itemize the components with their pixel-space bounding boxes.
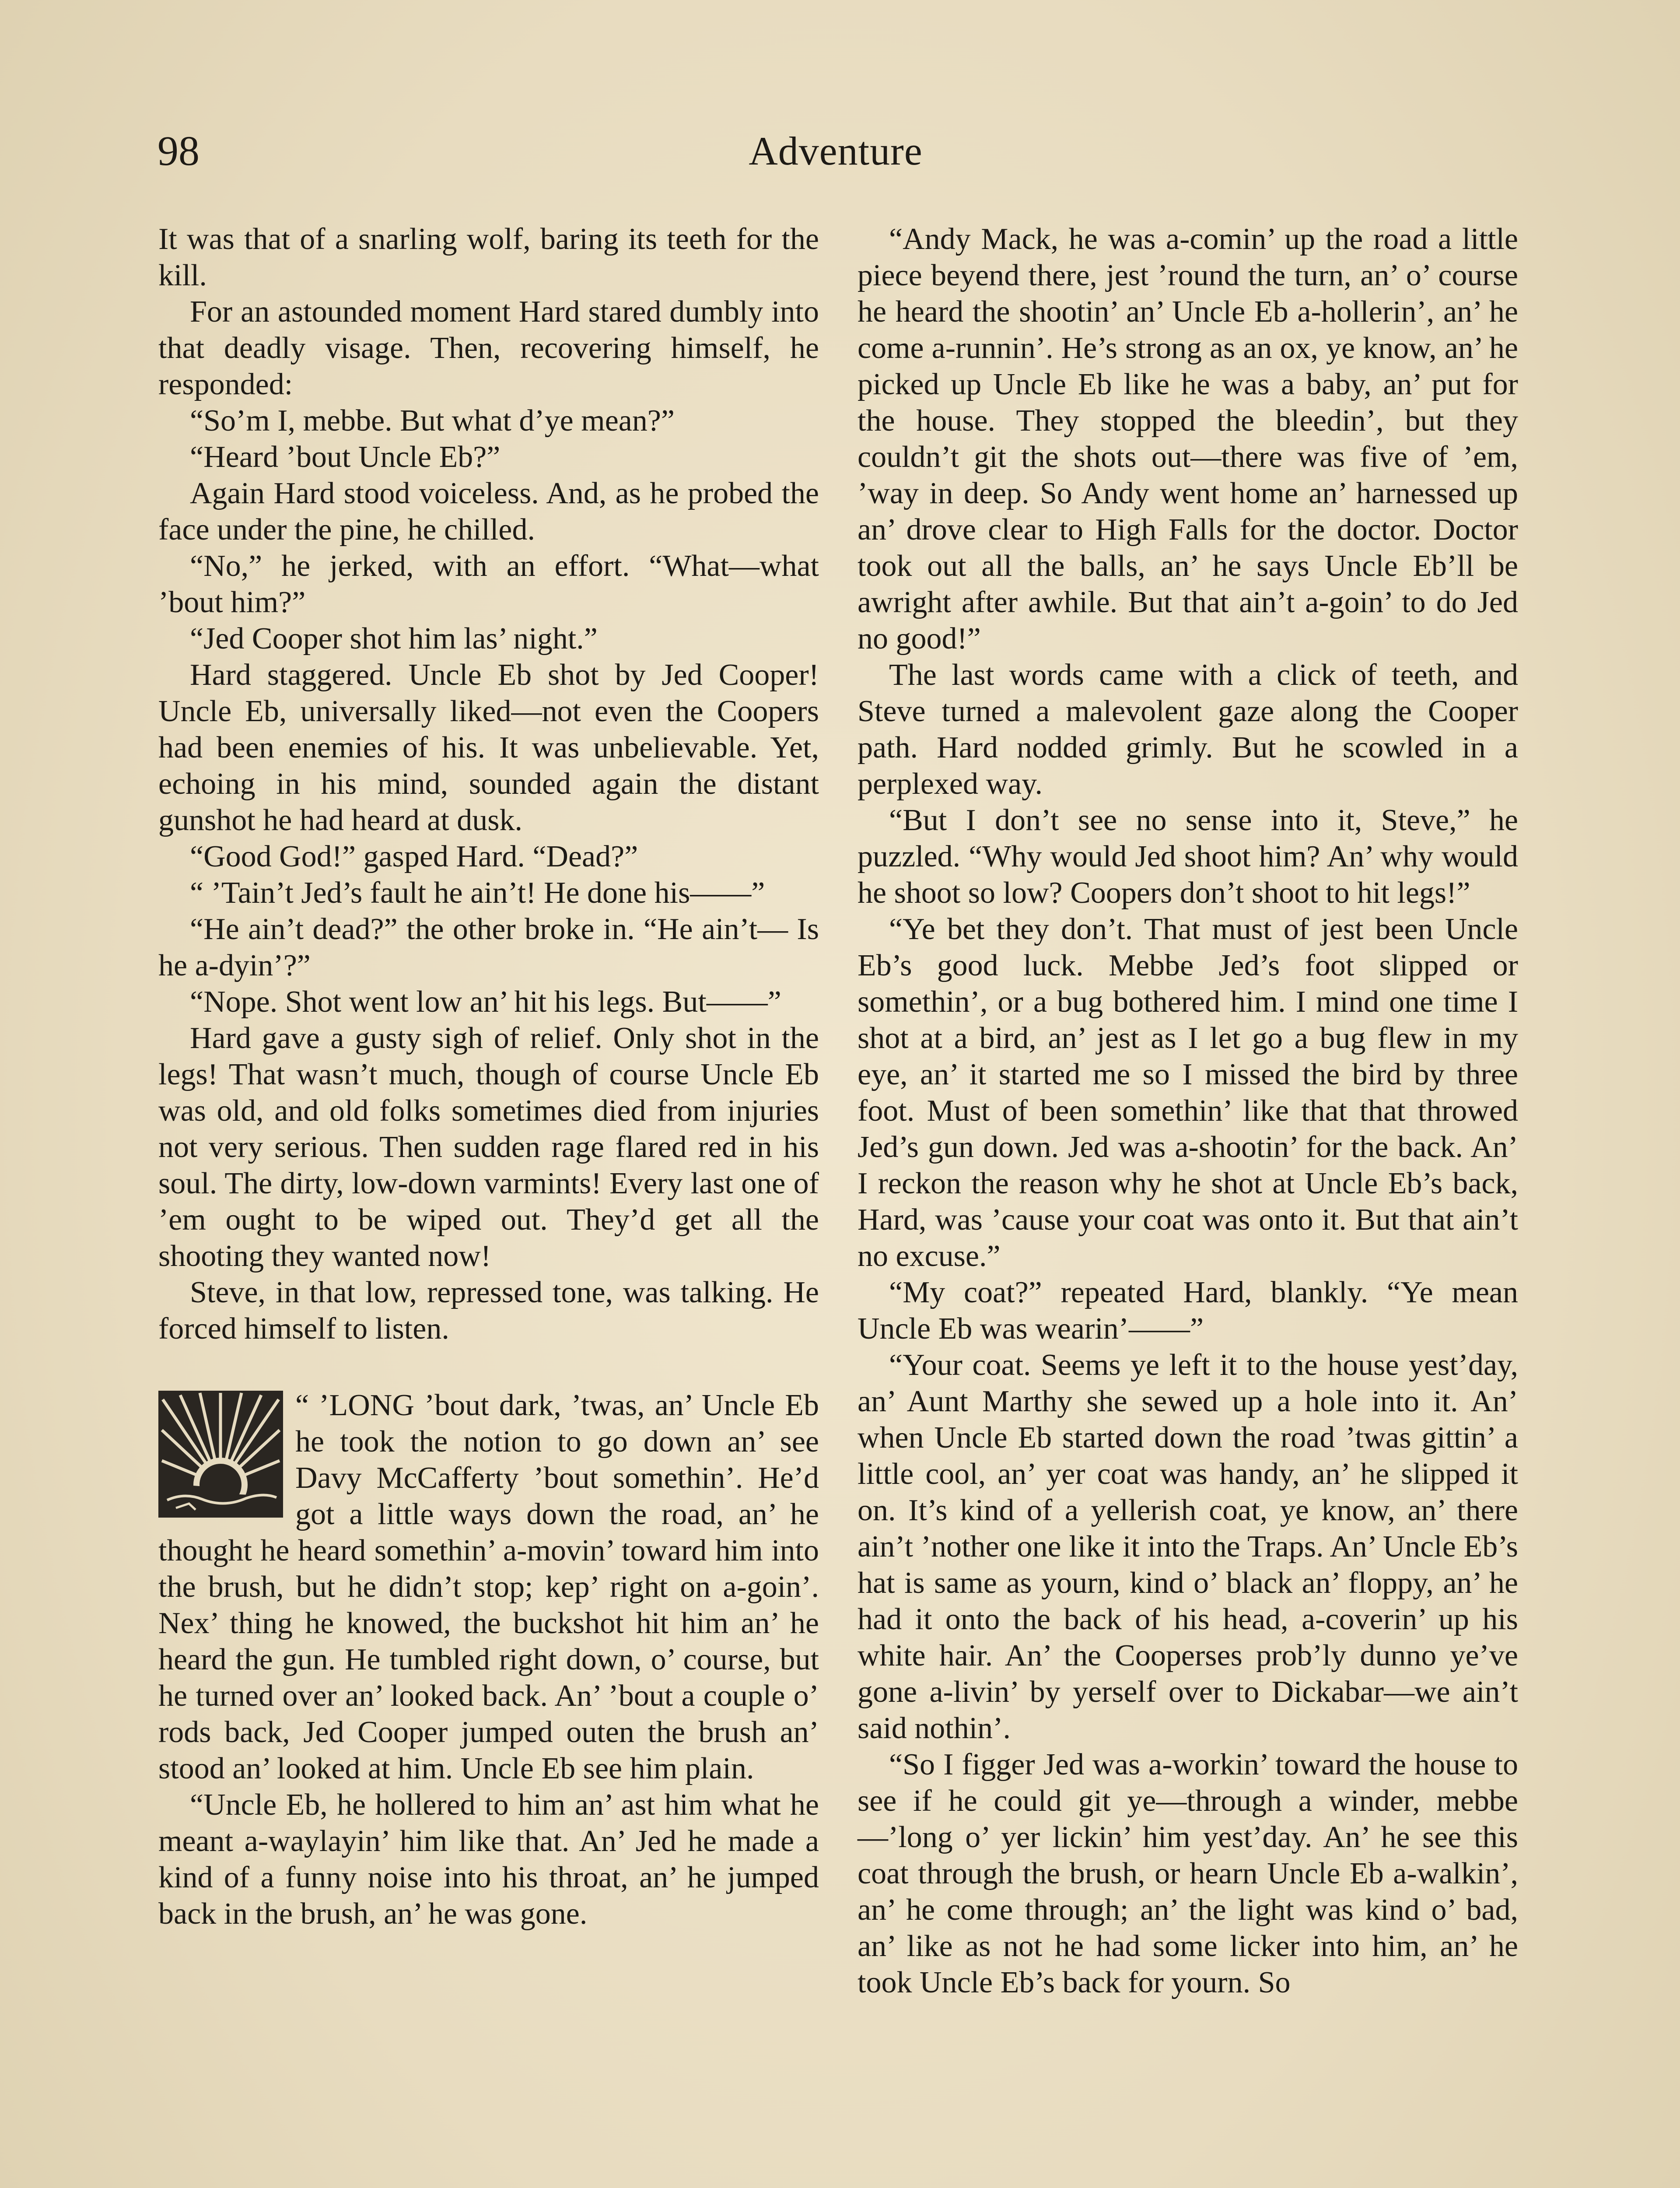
paragraph: “Uncle Eb, he hollered to him an’ ast him what he meant a-waylayin’ him like that. An’ Jed he made a kind of a funny noise into his throat, an’ he jumped back in the brush, an’ he was gone. (158, 1788, 819, 1931)
paragraph: “Jed Cooper shot him las’ night.” (190, 622, 598, 656)
paragraph: “Good God!” gasped Hard. “Dead?” (190, 840, 638, 873)
paragraph: The last words came with a click of teeth, and Steve turned a malevolent gaze along the Cooper path. Hard nodded grimly. But he scowled in a perplexed way. (858, 658, 1518, 801)
paragraph: “So’m I, mebbe. But what d’ye mean?” (190, 404, 675, 438)
page-number: 98 (158, 127, 200, 174)
paragraph: “Nope. Shot went low an’ hit his legs. But——” (190, 985, 781, 1019)
left-column (158, 221, 819, 1932)
paragraph: Again Hard stood voiceless. And, as he probed the face under the pine, he chilled. (158, 477, 819, 547)
section-opening-paragraph: “ ’LONG ’bout dark, ’twas, an’ Uncle Eb he took the notion to go down an’ see Davy McCafferty ’bout somethin’. He’d got a little ways down the road, an’ he thought he heard somethin’ a-movin’ toward him into the brush, but he didn’t stop; kep’ right on a-goin’. Nex’ thing he knowed, the buckshot hit him an’ he heard the gun. He tumbled right down, o’ course, but he turned over an’ looked back. An’ ’bout a couple o’ rods back, Jed Cooper jumped outen the brush an’ stood an’ looked at him. Uncle Eb see him plain. (158, 1389, 819, 1785)
paragraph: “So I figger Jed was a-workin’ toward the house to see if he could git ye—through a winder, mebbe—’long o’ yer lickin’ him yest’day. An’ he see this coat through the brush, or hearn Uncle Eb a-walkin’, an’ he come through; an’ the light was kind o’ bad, an’ like as not he had some licker into him, an’ he took Uncle Eb’s back for yourn. So (858, 1748, 1518, 1999)
paragraph: “But I don’t see no sense into it, Steve,” he puzzled. “Why would Jed shoot him? An’ why would he shoot so low? Coopers don’t shoot to hit legs!” (858, 803, 1518, 910)
sunrise-ornament-icon (158, 1391, 283, 1518)
paragraph: “My coat?” repeated Hard, blankly. “Ye mean Uncle Eb was wearin’——” (858, 1276, 1518, 1346)
paragraph: For an astounded moment Hard stared dumbly into that deadly visage. Then, recovering himself, he responded: (158, 295, 819, 401)
paragraph: “ ’Tain’t Jed’s fault he ain’t! He done his——” (190, 876, 765, 910)
paragraph: “Andy Mack, he was a-comin’ up the road a little piece beyend there, jest ’round the turn, an’ o’ course he heard the shootin’ an’ Uncle Eb a-hollerin’, an’ he come a-runnin’. He’s strong as an ox, ye know, an’ he picked up Uncle Eb like he was a baby, an’ put for the house. They stopped the bleedin’, but they couldn’t git the shots out—there was five of ’em, ’way in deep. So Andy went home an’ harnessed up an’ drove clear to High Falls for the doctor. Doctor took out all the balls, an’ he says Uncle Eb’ll be awright after awhile. But that ain’t a-goin’ to do Jed no good!” (858, 222, 1518, 656)
paragraph: It was that of a snarling wolf, baring its teeth for the kill. (158, 222, 819, 292)
right-column (858, 221, 1518, 2001)
paragraph: Hard gave a gusty sigh of relief. Only shot in the legs! That wasn’t much, though of course Uncle Eb was old, and old folks sometimes died from injuries not very serious. Then sudden rage flared red in his soul. The dirty, low-down varmints! Every last one of ’em ought to be wiped out. They’d get all the shooting they wanted now! (158, 1021, 819, 1273)
paragraph: Hard staggered. Uncle Eb shot by Jed Cooper! Uncle Eb, universally liked—not even the Coopers had been enemies of his. It was unbelievable. Yet, echoing in his mind, sounded again the distant gunshot he had heard at dusk. (158, 658, 819, 837)
page-header (158, 125, 1514, 182)
running-head-title: Adventure (749, 129, 923, 173)
paragraph: “Your coat. Seems ye left it to the house yest’day, an’ Aunt Marthy she sewed up a hole into it. An’ when Uncle Eb started down the road ’twas gittin’ a little cool, an’ yer coat was handy, an’ he slipped it on. It’s kind of a yellerish coat, ye know, an’ there ain’t ’nother one like it into the Traps. An’ Uncle Eb’s hat is same as yourn, kind o’ black an’ floppy, an’ he had it onto the back of his head, a-coverin’ up his white hair. An’ the Cooperses prob’ly dunno ye’ve gone a-livin’ by yerself over to Dickabar—we ain’t said nothin’. (858, 1348, 1518, 1745)
paragraph: “He ain’t dead?” the other broke in. “He ain’t— Is he a-dyin’?” (158, 912, 819, 982)
paragraph: Steve, in that low, repressed tone, was talking. He forced himself to listen. (158, 1276, 819, 1346)
paragraph: “Ye bet they don’t. That must of jest been Uncle Eb’s good luck. Mebbe Jed’s foot slipped or somethin’, or a bug bothered him. I mind one time I shot at a bird, an’ jest as I let go a bug flew in my eye, an’ it started me so I missed the bird by three foot. Must of been somethin’ like that that throwed Jed’s gun down. Jed was a-shootin’ for the back. An’ I reckon the reason why he shot at Uncle Eb’s back, Hard, was ’cause your coat was onto it. But that ain’t no excuse.” (858, 912, 1518, 1273)
section-opening (158, 1387, 819, 1787)
paragraph: “No,” he jerked, with an effort. “What—what ’bout him?” (158, 549, 819, 619)
paragraph: “Heard ’bout Uncle Eb?” (190, 440, 500, 474)
